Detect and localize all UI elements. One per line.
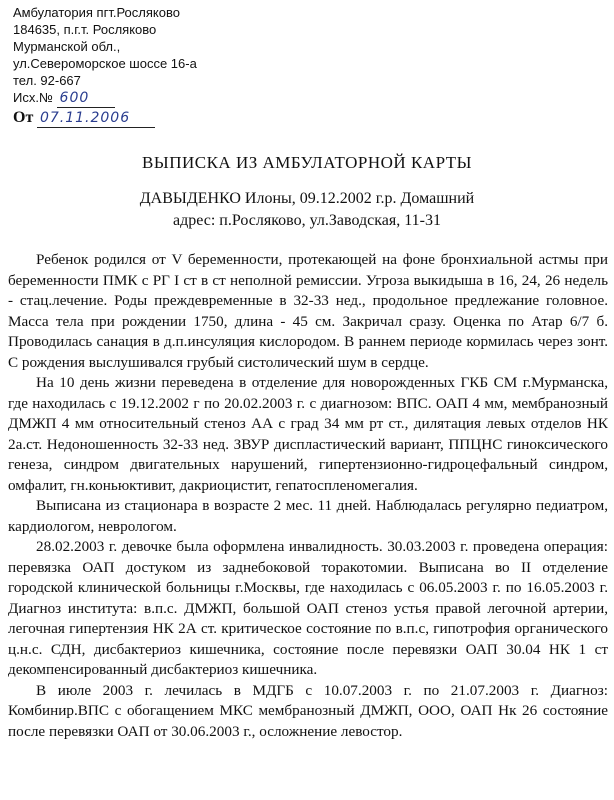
street-address: ул.Североморское шоссе 16-а bbox=[13, 56, 197, 71]
document-body bbox=[8, 250, 608, 742]
date-label: От bbox=[13, 109, 34, 126]
reference-line bbox=[13, 89, 197, 108]
paragraph-birth-history: Ребенок родился от V беременности, протекающей на фоне бронхиальной астмы при беременности ПМК с РГ I ст в ст неполной ремиссии. Угроза выкидыша в 16, 24, 26 недель - стац.лечение. Роды преждевременные в 32-33 нед., продольное предлежание головное. Масса тела при рождении 1750, длина - 45 см. Закричал сразу. Оценка по Атар 6/7 б. Проводилась санация в д.п.инсуляция кислородом. В раннем периоде кормилась через зонт. С рождения выслушивался грубый систолический шум в сердце. bbox=[8, 251, 608, 371]
paragraph-surgery: 28.02.2003 г. девочке была оформлена инвалидность. 30.03.2003 г. проведена операция: перевязка ОАП достуком из заднебоковой торакотомии. Выписана во II отделение городской клинической больницы г.Москвы, где находилась с 06.05.2003 г. по 16.05.2003 г. Диагноз института: в.п.с. ДМЖП, большой ОАП стеноз устья правой легочной артерии, легочная гипертензия НК 2А ст. критическое состояние по в.п.с, гипотрофия органического ц.н.с. СДН, дисбактериоз кишечника, состояние после перевязки ОАП 30.04 НК 1 ст декомпенсированный дисбактериоз кишечника. bbox=[8, 538, 608, 678]
date-line bbox=[13, 109, 197, 128]
letterhead bbox=[13, 4, 197, 128]
reference-label: Исх.№ bbox=[13, 90, 53, 105]
patient-address-line: адрес: п.Росляково, ул.Заводская, 11-31 bbox=[173, 212, 441, 229]
document-title: ВЫПИСКА ИЗ АМБУЛАТОРНОЙ КАРТЫ bbox=[142, 153, 472, 172]
paragraph-discharge: Выписана из стационара в возрасте 2 мес. 11 дней. Наблюдалась регулярно педиатром, кардиологом, неврологом. bbox=[8, 497, 608, 535]
paragraph-july-treatment: В июле 2003 г. лечилась в МДГБ с 10.07.2003 г. по 21.07.2003 г. Диагноз: Комбинир.ВПС с обогащением МКС мембранозный ДМЖП, ООО, ОАП Нк 26 состояние после перевязки ОАП от 30.06.2003 г., осложнение левостор. bbox=[8, 681, 608, 740]
paragraph-neonatal-hospital: На 10 день жизни переведена в отделение для новорожденных ГКБ СМ г.Мурманска, где находилась с 19.12.2002 г по 20.02.2003 г. с диагнозом: ВПС. ОАП 4 мм, мембранозный ДМЖП 4 мм относительный стеноз АА с град 34 мм рт ст., дилятация левых отделов НК 2а.ст. Недоношенность 32-33 нед. ЗВУР диспластический вариант, ППЦНС гиноксического генеза, синдром двигательных нарушений, гипертензионно-гидроцефальный синдром, омфалит, гн.коньюктивит, дакриоцистит, гепатоспленомегалия. bbox=[8, 374, 608, 494]
phone: тел. 92-667 bbox=[13, 73, 81, 88]
postcode-city: 184635, п.г.т. Росляково bbox=[13, 22, 157, 37]
clinic-name: Амбулатория пгт.Росляково bbox=[13, 5, 180, 20]
date-handwritten: 07.11.2006 bbox=[37, 110, 155, 128]
reference-number-handwritten: 600 bbox=[57, 90, 115, 108]
region: Мурманской обл., bbox=[13, 39, 121, 54]
patient-name-line: ДАВЫДЕНКО Илоны, 09.12.2002 г.р. Домашний bbox=[139, 190, 475, 207]
